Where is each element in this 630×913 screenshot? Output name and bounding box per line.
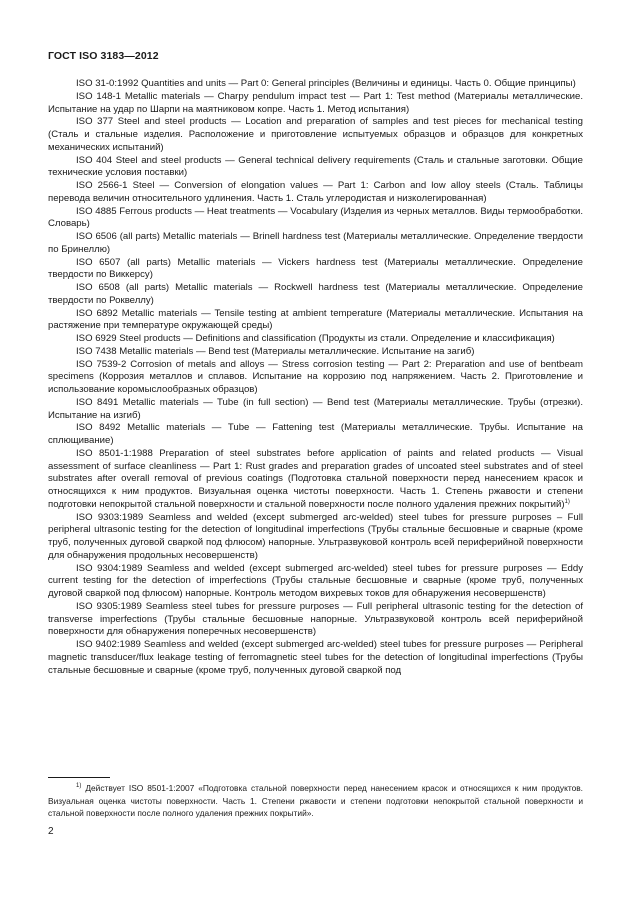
reference-entry: ISO 7539-2 Corrosion of metals and alloys — Stress corrosion testing — Part 2: Preparation and use of bentbeam specimens (Коррозия металлов и сплавов. Испытание на коррозию под напряжением. Часть 2. Приготовление и использование коромыслообразных образцов) <box>48 358 583 395</box>
reference-entry: ISO 148-1 Metallic materials — Charpy pendulum impact test — Part 1: Test method (Материалы металлические. Испытание на удар по Шарпи на маятниковом копре. Часть 1. Метод испытания) <box>48 90 583 115</box>
reference-entry: ISO 9402:1989 Seamless and welded (except submerged arc-welded) steel tubes for pressure purposes — Peripheral magnetic transducer/flux leakage testing of ferromagnetic steel tubes for the detection of longitudinal imperfections (Трубы стальные бесшовные и сварные (кроме труб, полученных дуговой сваркой под <box>48 639 583 676</box>
reference-entry: ISO 31-0:1992 Quantities and units — Part 0: General principles (Величины и единицы. Часть 0. Общие принципы) <box>76 78 576 89</box>
footnote-number: 1) <box>76 783 82 790</box>
reference-entry: ISO 6508 (all parts) Metallic materials — Rockwell hardness test (Материалы металлические. Определение твердости по Роквеллу) <box>48 282 583 306</box>
reference-entry-with-footnote <box>48 448 583 512</box>
footnote-divider <box>48 777 110 778</box>
footnote-text: Действует ISO 8501-1:2007 «Подготовка стальной поверхности перед нанесением красок и относящихся к ним продуктов. Визуальная оценка чистоты поверхности. Часть 1. Степени ржавости и степени подготовки непокрытой стальной поверхности и стальной поверхности после полного удаления прежних покрытий». <box>48 783 584 819</box>
reference-entry: ISO 4885 Ferrous products — Heat treatments — Vocabulary (Изделия из черных металлов. Виды термообработки. Словарь) <box>48 205 583 230</box>
document-header: ГОСТ ISO 3183—2012 <box>48 50 159 62</box>
reference-entry: ISO 2566-1 Steel — Conversion of elongation values — Part 1: Carbon and low alloy steels (Сталь. Таблицы перевода величин относительного удлинения. Часть 1. Сталь углеродистая и низколегированная) <box>48 180 583 204</box>
footnote <box>48 782 583 820</box>
reference-entry: ISO 7438 Metallic materials — Bend test (Материалы металлические. Испытание на загиб) <box>76 345 475 357</box>
page-number: 2 <box>48 826 54 837</box>
reference-entry: ISO 404 Steel and steel products — General technical delivery requirements (Сталь и стальные заготовки. Общие технические условия поставки) <box>48 154 583 179</box>
reference-text: ISO 8501-1:1988 Preparation of steel substrates before application of paints and related products — Visual assessment of surface cleanliness — Part 1: Rust grades and preparation grades of uncoated steel substrates and of steel substrates after overall removal of previous coatings (Подготовка стальной поверхности перед нанесением красок и относящихся к ним продуктов. Визуальная оценка чистоты поверхности. Часть 1. Степень ржавости и степени подготовки непокрытой стальной поверхности и стальной поверхности после полного удаления прежних покрытий) <box>48 447 583 510</box>
reference-entry: ISO 9305:1989 Seamless steel tubes for pressure purposes — Full peripheral ultrasonic testing for the detection of transverse imperfections (Трубы стальные бесшовные напорные. Ультразвуковой контроль всей периферийной поверхности для обнаружения поперечных несовершенств) <box>48 600 583 638</box>
reference-entry: ISO 9303:1989 Seamless and welded (except submerged arc-welded) steel tubes for pressure purposes – Full peripheral ultrasonic testing for the detection of longitudinal imperfections (Трубы стальные бесшовные и сварные (кроме труб, полученных дуговой сваркой под флюсом) напорные. Ультразвуковой контроль всей периферийной поверхности для обнаружения продольных несовершенств) <box>48 511 583 561</box>
reference-entry: ISO 9304:1989 Seamless and welded (except submerged arc-welded) steel tubes for pressure purposes — Eddy current testing for the detection of imperfections (Трубы стальные бесшовные и сварные (кроме труб, полученных дуговой сваркой под флюсом) напорные. Контроль методом вихревых токов для обнаружения несовершенств) <box>48 562 583 599</box>
reference-entry: ISO 8491 Metallic materials — Tube (in full section) — Bend test (Материалы металлические. Трубы (отрезки). Испытание на изгиб) <box>48 396 583 421</box>
reference-entry: ISO 8492 Metallic materials — Tube — Fattening test (Материалы металлические. Трубы. Испытание на сплющивание) <box>48 422 583 446</box>
reference-entry: ISO 6892 Metallic materials — Tensile testing at ambient temperature (Материалы металлические. Испытания на растяжение при температуре окружающей среды) <box>48 307 583 332</box>
footnote-marker: 1) <box>564 498 570 505</box>
reference-entry: ISO 6506 (all parts) Metallic materials — Brinell hardness test (Материалы металлические. Определение твердости по Бринеллю) <box>48 231 583 255</box>
reference-entry: ISO 377 Steel and steel products — Location and preparation of samples and test pieces for mechanical testing (Сталь и стальные изделия. Расположение и приготовление испытуемых образцов и образцов для конкретных механических испытаний) <box>48 116 583 153</box>
reference-entry: ISO 6929 Steel products — Definitions and classification (Продукты из стали. Определение и классификация) <box>76 333 555 344</box>
normative-references <box>48 78 583 677</box>
reference-entry: ISO 6507 (all parts) Metallic materials — Vickers hardness test (Материалы металлические. Определение твердости по Виккерсу) <box>48 256 583 281</box>
